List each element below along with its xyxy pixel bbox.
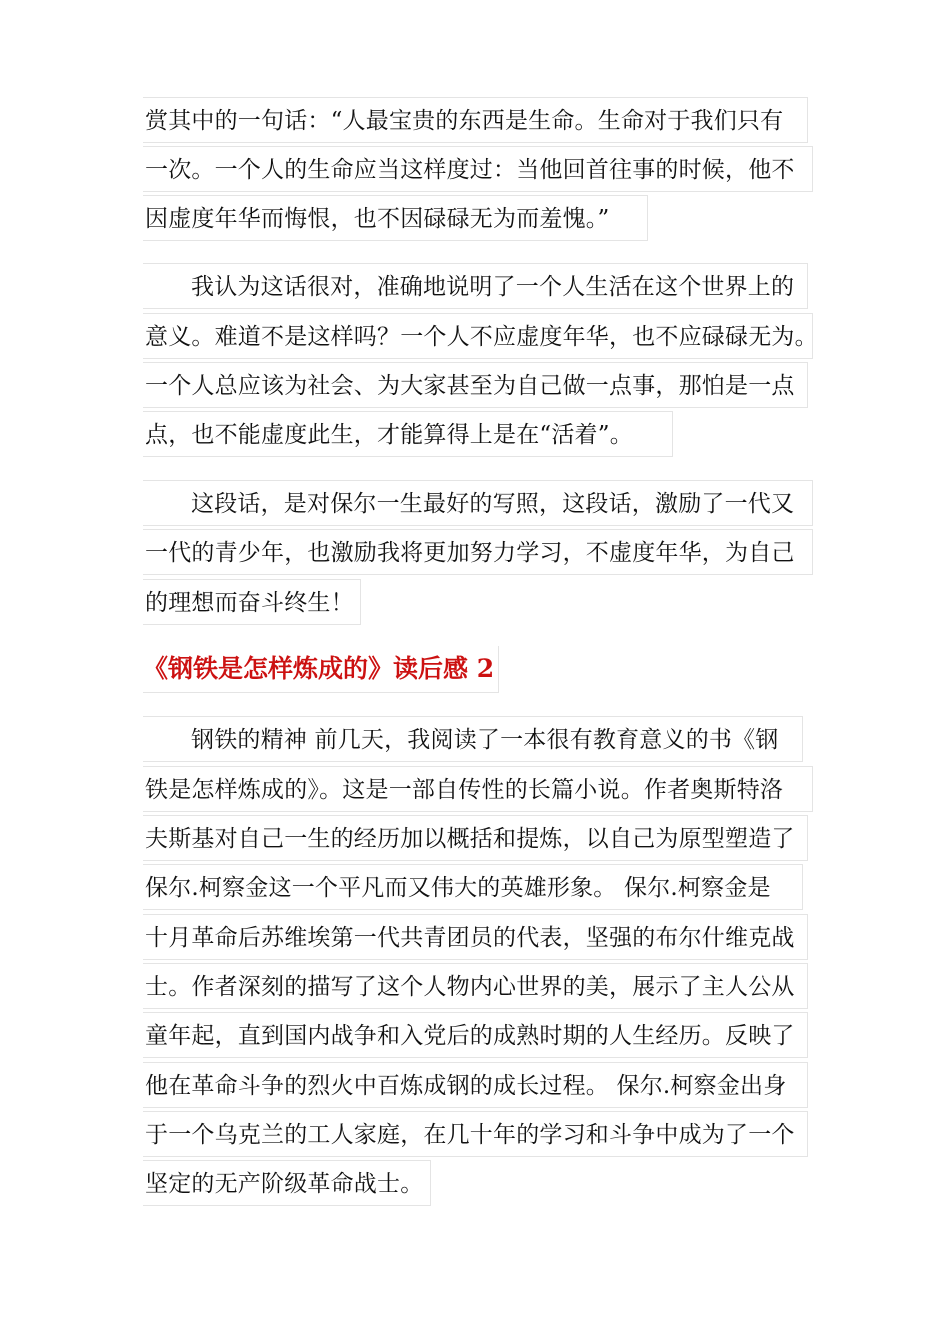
- paragraph-line: 我认为这话很对，准确地说明了一个人生活在这个世界上的: [143, 263, 808, 309]
- section-heading: 《钢铁是怎样炼成的》读后感 2: [143, 646, 499, 693]
- paragraph-line: 十月革命后苏维埃第一代共青团员的代表，坚强的布尔什维克战: [143, 914, 808, 960]
- paragraph-line: 的理想而奋斗终生！: [143, 579, 361, 625]
- paragraph-line: 童年起，直到国内战争和入党后的成熟时期的人生经历。反映了: [143, 1012, 808, 1058]
- paragraph-line: 一次。一个人的生命应当这样度过：当他回首往事的时候，他不: [143, 146, 813, 192]
- paragraph-line: 于一个乌克兰的工人家庭，在几十年的学习和斗争中成为了一个: [143, 1111, 808, 1157]
- paragraph-line: 夫斯基对自己一生的经历加以概括和提炼，以自己为原型塑造了: [143, 815, 808, 861]
- paragraph-line: 因虚度年华而悔恨，也不因碌碌无为而羞愧。”: [143, 195, 648, 241]
- paragraph-line: 他在革命斗争的烈火中百炼成钢的成长过程。 保尔.柯察金出身: [143, 1062, 808, 1108]
- paragraph-line: 坚定的无产阶级革命战士。: [143, 1160, 431, 1206]
- paragraph-line: 钢铁的精神 前几天，我阅读了一本很有教育意义的书《钢: [143, 716, 803, 762]
- paragraph-line: 点，也不能虚度此生，才能算得上是在“活着”。: [143, 411, 673, 457]
- paragraph-line: 保尔.柯察金这一个平凡而又伟大的英雄形象。 保尔.柯察金是: [143, 864, 803, 910]
- paragraph-line: 铁是怎样炼成的》。这是一部自传性的长篇小说。作者奥斯特洛: [143, 766, 813, 812]
- paragraph-line: 赏其中的一句话：“人最宝贵的东西是生命。生命对于我们只有: [143, 97, 808, 143]
- paragraph-line: 士。作者深刻的描写了这个人物内心世界的美，展示了主人公从: [143, 963, 808, 1009]
- paragraph-line: 一代的青少年，也激励我将更加努力学习，不虚度年华，为自己: [143, 529, 813, 575]
- paragraph-line: 一个人总应该为社会、为大家甚至为自己做一点事，那怕是一点: [143, 362, 808, 408]
- paragraph-line: 意义。难道不是这样吗？一个人不应虚度年华，也不应碌碌无为。: [143, 313, 813, 359]
- paragraph-line: 这段话，是对保尔一生最好的写照，这段话，激励了一代又: [143, 480, 813, 526]
